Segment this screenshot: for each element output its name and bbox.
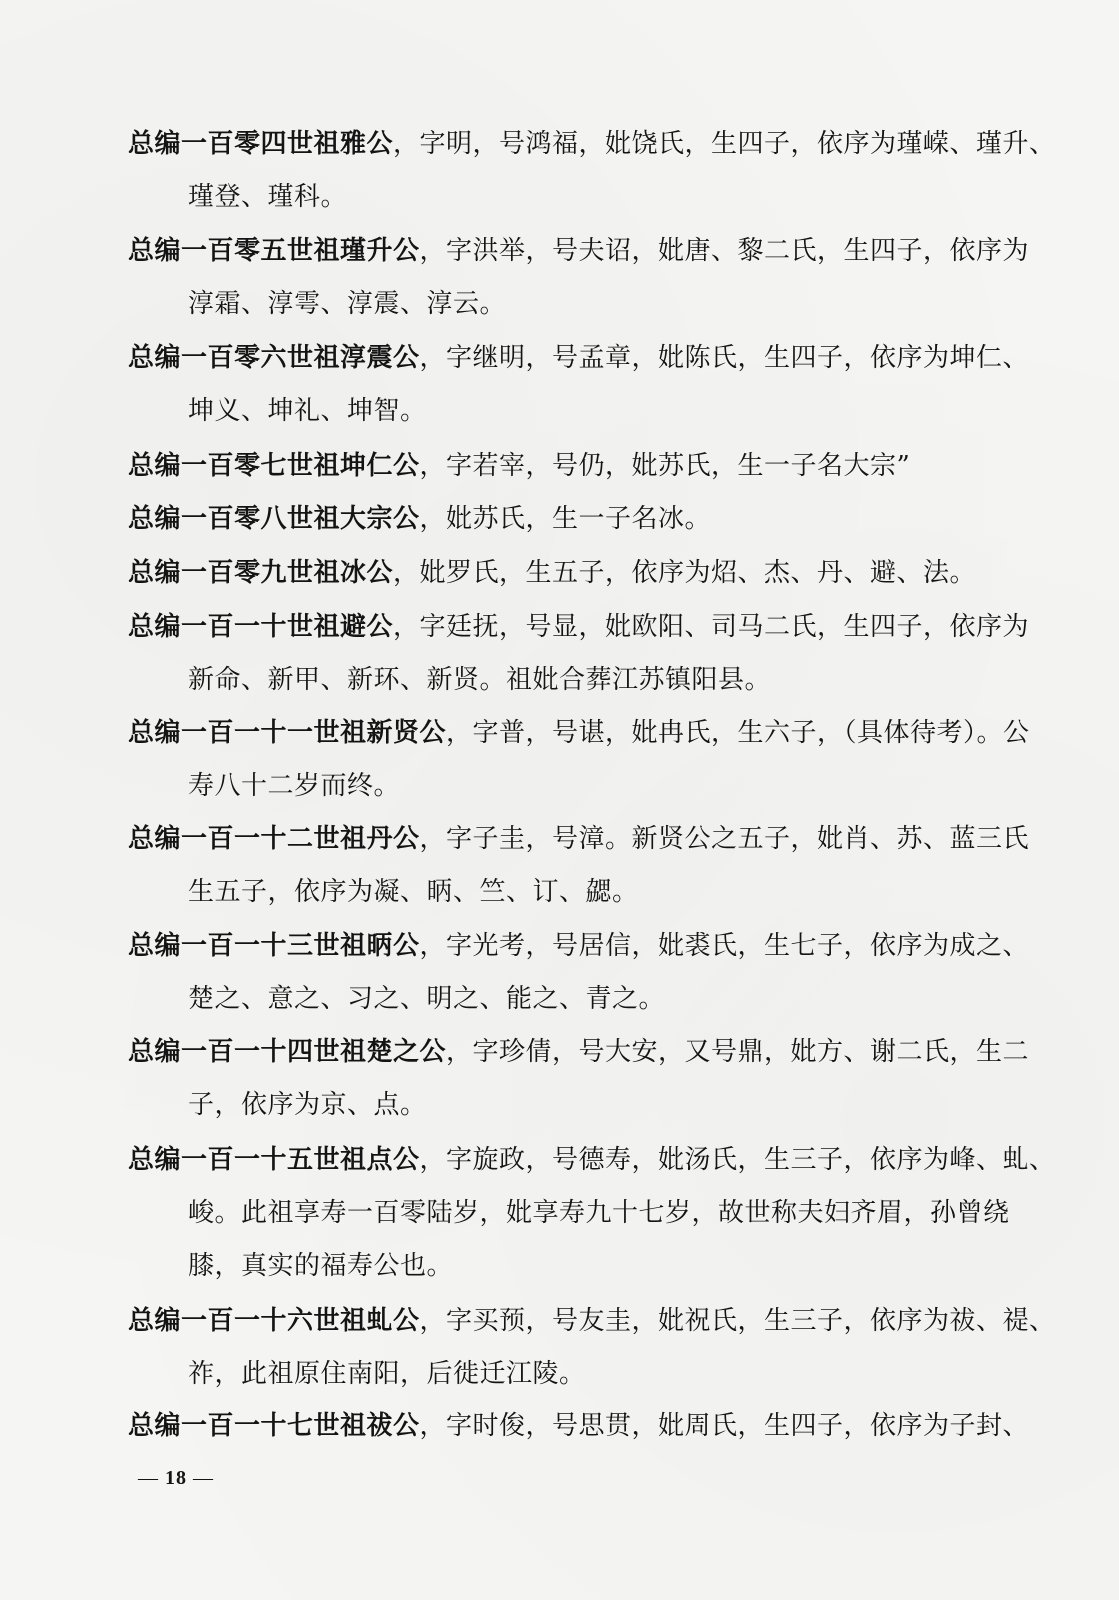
genealogy-entry bbox=[128, 1400, 1058, 1453]
genealogy-entry bbox=[128, 707, 1058, 813]
entry-text: ，妣罗氏，生五子，依序为炤、杰、丹、避、法。 bbox=[393, 558, 977, 588]
entry-text: ，字普，号谌，妣冉氏，生六子，（具体待考）。公 bbox=[446, 718, 1030, 748]
entry-continuation: 膝，真实的福寿公也。 bbox=[188, 1251, 454, 1281]
footer-dash: — bbox=[193, 1467, 214, 1489]
genealogy-entry bbox=[128, 547, 1058, 600]
entry-continuation: 生五子，依序为凝、昞、竺、订、勰。 bbox=[188, 877, 639, 907]
entry-title: 总编一百一十世祖避公 bbox=[128, 612, 394, 642]
entry-title: 总编一百一十四世祖楚之公 bbox=[128, 1037, 447, 1067]
entry-continuation: 淳霜、淳雩、淳震、淳云。 bbox=[188, 289, 507, 319]
entry-title: 总编一百零八世祖大宗公 bbox=[128, 504, 420, 534]
entry-text: ，字若宰，号仍，妣苏氏，生一子名大宗” bbox=[419, 451, 911, 481]
genealogy-entry bbox=[128, 813, 1058, 919]
genealogy-entry bbox=[128, 440, 1058, 493]
genealogy-entry bbox=[128, 225, 1058, 331]
genealogy-entry bbox=[128, 118, 1058, 224]
entry-title: 总编一百零四世祖雅公 bbox=[128, 129, 394, 159]
entry-text: ，妣苏氏，生一子名冰。 bbox=[419, 504, 712, 534]
entry-text: ，字洪举，号夫诏，妣唐、黎二氏，生四子，依序为 bbox=[419, 236, 1030, 266]
genealogy-entry bbox=[128, 920, 1058, 1026]
entry-title: 总编一百一十七世祖祓公 bbox=[128, 1411, 420, 1441]
entry-text: ，字珍倩，号大安，又号鼎，妣方、谢二氏，生二 bbox=[446, 1037, 1030, 1067]
entry-title: 总编一百零六世祖淳震公 bbox=[128, 343, 420, 373]
entry-text: ，字旋政，号德寿，妣汤氏，生三子，依序为峰、虬、 bbox=[419, 1145, 1056, 1175]
entry-title: 总编一百零九世祖冰公 bbox=[128, 558, 394, 588]
genealogy-entry bbox=[128, 493, 1058, 546]
entry-text: ，字光考，号居信，妣裘氏，生七子，依序为成之、 bbox=[419, 931, 1030, 961]
entry-title: 总编一百一十二世祖丹公 bbox=[128, 824, 420, 854]
entry-continuation: 新命、新甲、新环、新贤。祖妣合葬江苏镇阳县。 bbox=[188, 665, 772, 695]
entry-continuation: 寿八十二岁而终。 bbox=[188, 771, 401, 801]
entry-title: 总编一百零五世祖瑾升公 bbox=[128, 236, 420, 266]
entry-continuation: 瑾登、瑾科。 bbox=[188, 182, 348, 212]
entry-text: ，字子圭，号漳。新贤公之五子，妣肖、苏、蓝三氏 bbox=[419, 824, 1030, 854]
entry-text: ，字廷抚，号显，妣欧阳、司马二氏，生四子，依序为 bbox=[393, 612, 1030, 642]
genealogy-entry bbox=[128, 332, 1058, 438]
entry-title: 总编一百一十一世祖新贤公 bbox=[128, 718, 447, 748]
entry-continuation: 祚，此祖原住南阳，后徙迁江陵。 bbox=[188, 1359, 586, 1389]
genealogy-entry bbox=[128, 1134, 1058, 1293]
page-number-footer bbox=[138, 1467, 214, 1490]
entry-continuation: 子，依序为京、点。 bbox=[188, 1090, 427, 1120]
entry-title: 总编一百零七世祖坤仁公 bbox=[128, 451, 420, 481]
entry-title: 总编一百一十六世祖虬公 bbox=[128, 1306, 420, 1336]
entry-continuation: 坤义、坤礼、坤智。 bbox=[188, 396, 427, 426]
entry-text: ，字时俊，号思贯，妣周氏，生四子，依序为子封、 bbox=[419, 1411, 1030, 1441]
entry-continuation: 楚之、意之、习之、明之、能之、青之。 bbox=[188, 984, 666, 1014]
genealogy-entry bbox=[128, 601, 1058, 707]
entry-text: ，字明，号鸿福，妣饶氏，生四子，依序为瑾嵘、瑾升、 bbox=[393, 129, 1056, 159]
entry-text: ，字买预，号友圭，妣祝氏，生三子，依序为祓、禔、 bbox=[419, 1306, 1056, 1336]
page-number: 18 bbox=[165, 1467, 187, 1489]
entry-continuation: 峻。此祖享寿一百零陆岁，妣享寿九十七岁，故世称夫妇齐眉，孙曾绕 bbox=[188, 1198, 1010, 1228]
entry-text: ，字继明，号孟章，妣陈氏，生四子，依序为坤仁、 bbox=[419, 343, 1030, 373]
genealogy-entry bbox=[128, 1026, 1058, 1132]
entry-title: 总编一百一十三世祖昞公 bbox=[128, 931, 420, 961]
footer-dash: — bbox=[138, 1467, 159, 1489]
genealogy-entry bbox=[128, 1295, 1058, 1401]
entry-title: 总编一百一十五世祖点公 bbox=[128, 1145, 420, 1175]
